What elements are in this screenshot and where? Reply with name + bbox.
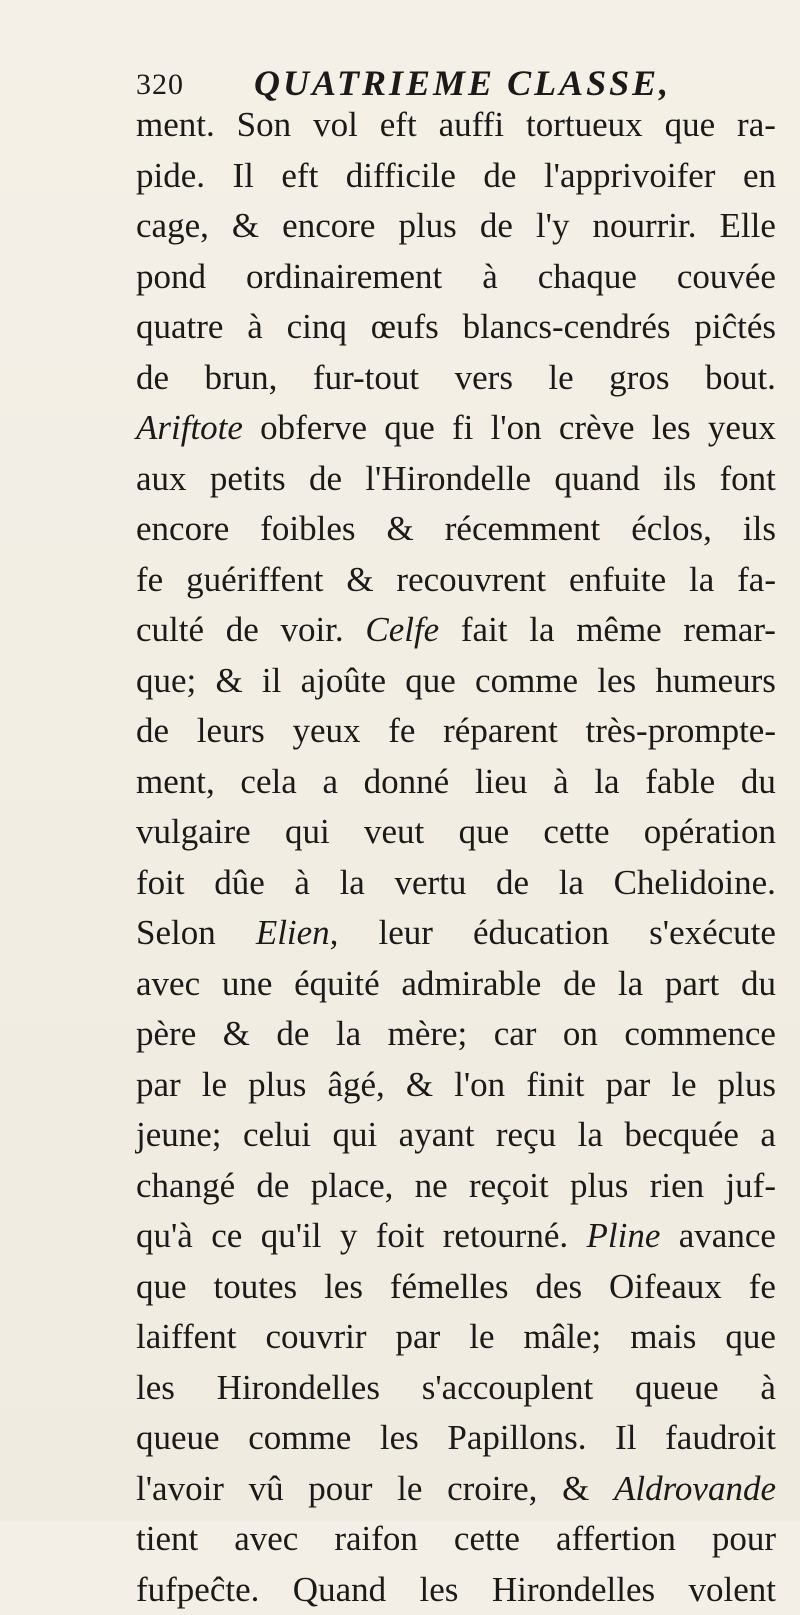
text-line — [136, 454, 776, 505]
word: Elle — [720, 201, 776, 252]
word: fufpeĉte. — [136, 1565, 259, 1615]
word: Pline — [587, 1211, 661, 1262]
word: foit — [136, 858, 185, 909]
word: vol — [313, 100, 358, 151]
word: père — [136, 1009, 196, 1060]
word: faudroit — [665, 1413, 776, 1464]
word: opération — [644, 807, 776, 858]
text-line — [136, 605, 776, 656]
word: voir. — [280, 605, 343, 656]
word: celui — [243, 1110, 311, 1161]
word: à — [294, 858, 310, 909]
text-line — [136, 1110, 776, 1161]
word: queue — [635, 1363, 719, 1414]
word: éclos, — [631, 504, 712, 555]
word: humeurs — [655, 656, 776, 707]
word: pour — [308, 1464, 372, 1515]
word: le — [548, 353, 573, 404]
word: même — [576, 605, 662, 656]
word: rien — [650, 1161, 704, 1212]
word: les — [652, 403, 691, 454]
word: Hirondelles — [217, 1363, 380, 1414]
text-line — [136, 1060, 776, 1111]
word: vers — [455, 353, 513, 404]
word: par — [136, 1060, 181, 1111]
word: laiffent — [136, 1312, 236, 1363]
word: de — [483, 151, 516, 202]
word: que — [459, 807, 510, 858]
word: plus — [398, 201, 456, 252]
word: Hirondelles — [492, 1565, 655, 1615]
word: a — [760, 1110, 776, 1161]
word: que; — [136, 656, 196, 707]
text-line — [136, 201, 776, 252]
word: que — [384, 403, 435, 454]
word: & — [232, 201, 259, 252]
word: de — [276, 1009, 309, 1060]
word: bout. — [705, 353, 776, 404]
word: par — [606, 1060, 651, 1111]
text-line — [136, 302, 776, 353]
word: de — [496, 858, 529, 909]
word: fi — [452, 403, 473, 454]
text-line — [136, 858, 776, 909]
word: difficile — [346, 151, 456, 202]
word: cage, — [136, 201, 209, 252]
word: œufs — [371, 302, 439, 353]
word: la — [559, 858, 584, 909]
word: que — [665, 100, 716, 151]
word: de — [480, 201, 513, 252]
word: fe — [136, 555, 163, 606]
word: foibles — [260, 504, 355, 555]
word: cela — [240, 757, 296, 808]
word: car — [494, 1009, 537, 1060]
word: a — [322, 757, 338, 808]
word: fait — [461, 605, 508, 656]
word: avance — [679, 1211, 776, 1262]
word: ne — [415, 1161, 448, 1212]
text-line — [136, 100, 776, 151]
word: les — [324, 1262, 363, 1313]
word: plus — [718, 1060, 776, 1111]
text-line — [136, 1464, 776, 1515]
word: ce — [211, 1211, 242, 1262]
word: cette — [543, 807, 609, 858]
word: part — [665, 959, 719, 1010]
word: pide. — [136, 151, 205, 202]
word: vulgaire — [136, 807, 251, 858]
word: les — [597, 656, 636, 707]
word: blancs-cendrés — [463, 302, 671, 353]
text-line — [136, 656, 776, 707]
body-text — [136, 100, 776, 1615]
word: fe — [749, 1262, 776, 1313]
word: foit — [376, 1211, 425, 1262]
word: becquée — [624, 1110, 739, 1161]
text-line — [136, 1312, 776, 1363]
text-line — [136, 1413, 776, 1464]
word: affertion — [556, 1514, 676, 1565]
word: juf- — [725, 1161, 776, 1212]
word: Chelidoine. — [614, 858, 776, 909]
word: vû — [249, 1464, 284, 1515]
word: qui — [285, 807, 330, 858]
word: reçoit — [469, 1161, 549, 1212]
word: la — [336, 1009, 361, 1060]
text-line — [136, 1009, 776, 1060]
word: ra- — [737, 100, 776, 151]
word: & — [387, 504, 414, 555]
text-line — [136, 403, 776, 454]
word: & — [346, 555, 373, 606]
text-line — [136, 807, 776, 858]
word: à — [482, 252, 498, 303]
word: chaque — [538, 252, 637, 303]
word: quand — [554, 454, 640, 505]
word: le — [397, 1464, 422, 1515]
word: le — [202, 1060, 227, 1111]
word: comme — [248, 1413, 351, 1464]
word: équité — [294, 959, 380, 1010]
word: Celfe — [365, 605, 439, 656]
word: couvée — [677, 252, 776, 303]
word: brun, — [205, 353, 278, 404]
word: l'avoir — [136, 1464, 224, 1515]
word: Papillons. — [447, 1413, 586, 1464]
word: piĉtés — [694, 302, 776, 353]
word: dûe — [214, 858, 265, 909]
word: eft — [281, 151, 318, 202]
word: qu'il — [261, 1211, 322, 1262]
page-header — [136, 56, 776, 100]
word: l'on — [491, 403, 542, 454]
text-line — [136, 959, 776, 1010]
word: la — [578, 1110, 603, 1161]
word: à — [553, 757, 569, 808]
word: nourrir. — [592, 201, 696, 252]
word: une — [222, 959, 273, 1010]
word: eft — [380, 100, 417, 151]
word: le — [469, 1312, 494, 1363]
word: avec — [234, 1514, 298, 1565]
word: recouvrent — [396, 555, 546, 606]
word: il — [262, 656, 281, 707]
word: Ariftote — [136, 403, 243, 454]
text-line — [136, 1262, 776, 1313]
word: place, — [311, 1161, 394, 1212]
word: changé — [136, 1161, 235, 1212]
text-line — [136, 1161, 776, 1212]
word: âgé, — [327, 1060, 384, 1111]
word: commence — [624, 1009, 776, 1060]
word: jeune; — [136, 1110, 222, 1161]
word: la — [594, 757, 619, 808]
word: par — [396, 1312, 441, 1363]
word: que — [136, 1262, 187, 1313]
text-line — [136, 1565, 776, 1615]
word: couvrir — [265, 1312, 366, 1363]
word: fa- — [737, 555, 776, 606]
word: les — [136, 1363, 175, 1414]
word: encore — [136, 504, 229, 555]
word: ayant — [399, 1110, 475, 1161]
word: fémelles — [390, 1262, 509, 1313]
word: mâle; — [524, 1312, 602, 1363]
word: mais — [630, 1312, 696, 1363]
word: retourné. — [443, 1211, 568, 1262]
word: vertu — [394, 858, 466, 909]
text-line — [136, 908, 776, 959]
word: Elien, — [256, 908, 339, 959]
word: lieu — [475, 757, 527, 808]
word: que — [405, 656, 456, 707]
page-number: 320 — [136, 68, 184, 102]
word: remar- — [683, 605, 776, 656]
word: ils — [663, 454, 696, 505]
word: raifon — [334, 1514, 418, 1565]
word: plus — [570, 1161, 628, 1212]
word: en — [743, 151, 776, 202]
word: très-prompte- — [586, 706, 776, 757]
word: la — [529, 605, 554, 656]
word: & — [406, 1060, 433, 1111]
text-line — [136, 353, 776, 404]
word: yeux — [708, 403, 776, 454]
word: Son — [237, 100, 291, 151]
word: à — [247, 302, 263, 353]
word: le — [671, 1060, 696, 1111]
text-line — [136, 252, 776, 303]
word: ils — [743, 504, 776, 555]
word: l'Hirondelle — [365, 454, 531, 505]
word: obferve — [260, 403, 367, 454]
word: à — [760, 1363, 776, 1414]
word: du — [741, 959, 776, 1010]
word: croire, — [447, 1464, 537, 1515]
word: ment. — [136, 100, 215, 151]
word: leur — [379, 908, 433, 959]
word: la — [618, 959, 643, 1010]
word: Quand — [293, 1565, 386, 1615]
word: de — [309, 454, 342, 505]
word: yeux — [293, 706, 361, 757]
text-line — [136, 1363, 776, 1414]
word: leurs — [197, 706, 265, 757]
word: tient — [136, 1514, 198, 1565]
word: fable — [645, 757, 715, 808]
word: Selon — [136, 908, 216, 959]
word: queue — [136, 1413, 220, 1464]
text-line — [136, 1514, 776, 1565]
word: quatre — [136, 302, 223, 353]
word: ment, — [136, 757, 215, 808]
word: crève — [559, 403, 635, 454]
word: les — [380, 1413, 419, 1464]
word: la — [340, 858, 365, 909]
word: fur-tout — [313, 353, 419, 404]
word: s'exécute — [649, 908, 776, 959]
word: veut — [364, 807, 424, 858]
word: tortueux — [526, 100, 643, 151]
word: culté — [136, 605, 204, 656]
word: mère; — [388, 1009, 468, 1060]
word: de — [563, 959, 596, 1010]
word: qui — [332, 1110, 377, 1161]
word: encore — [282, 201, 375, 252]
word: volent — [689, 1565, 776, 1615]
word: on — [563, 1009, 598, 1060]
word: de — [226, 605, 259, 656]
word: pour — [712, 1514, 776, 1565]
word: l'on — [454, 1060, 505, 1111]
word: ajoûte — [301, 656, 387, 707]
word: Aldrovande — [614, 1464, 776, 1515]
word: font — [720, 454, 776, 505]
word: gros — [609, 353, 669, 404]
text-line — [136, 504, 776, 555]
word: des — [535, 1262, 582, 1313]
running-head: QUATRIEME CLASSE, — [254, 62, 671, 104]
word: & — [562, 1464, 589, 1515]
word: réparent — [443, 706, 558, 757]
word: guériffent — [186, 555, 323, 606]
word: pond — [136, 252, 206, 303]
word: enfuite — [569, 555, 666, 606]
word: & — [223, 1009, 250, 1060]
word: du — [741, 757, 776, 808]
word: que — [725, 1312, 776, 1363]
word: y — [340, 1211, 358, 1262]
word: de — [256, 1161, 289, 1212]
word: de — [136, 706, 169, 757]
word: la — [689, 555, 714, 606]
word: récemment — [445, 504, 600, 555]
text-line — [136, 1211, 776, 1262]
text-line — [136, 757, 776, 808]
word: ordinairement — [246, 252, 442, 303]
word: s'accouplent — [422, 1363, 594, 1414]
word: éducation — [473, 908, 609, 959]
word: auffi — [439, 100, 504, 151]
text-line — [136, 555, 776, 606]
word: donné — [364, 757, 450, 808]
word: l'y — [536, 201, 570, 252]
word: reçu — [496, 1110, 556, 1161]
word: qu'à — [136, 1211, 193, 1262]
word: finit — [526, 1060, 584, 1111]
word: Il — [615, 1413, 636, 1464]
word: fe — [388, 706, 415, 757]
word: & — [215, 656, 242, 707]
word: aux — [136, 454, 187, 505]
word: comme — [475, 656, 578, 707]
text-line — [136, 151, 776, 202]
word: cette — [454, 1514, 520, 1565]
word: l'apprivoifer — [544, 151, 716, 202]
word: admirable — [401, 959, 541, 1010]
word: petits — [210, 454, 286, 505]
word: Oifeaux — [609, 1262, 722, 1313]
word: Il — [233, 151, 254, 202]
word: cinq — [287, 302, 347, 353]
word: les — [420, 1565, 459, 1615]
word: de — [136, 353, 169, 404]
word: plus — [248, 1060, 306, 1111]
text-line — [136, 706, 776, 757]
word: avec — [136, 959, 200, 1010]
word: toutes — [214, 1262, 298, 1313]
